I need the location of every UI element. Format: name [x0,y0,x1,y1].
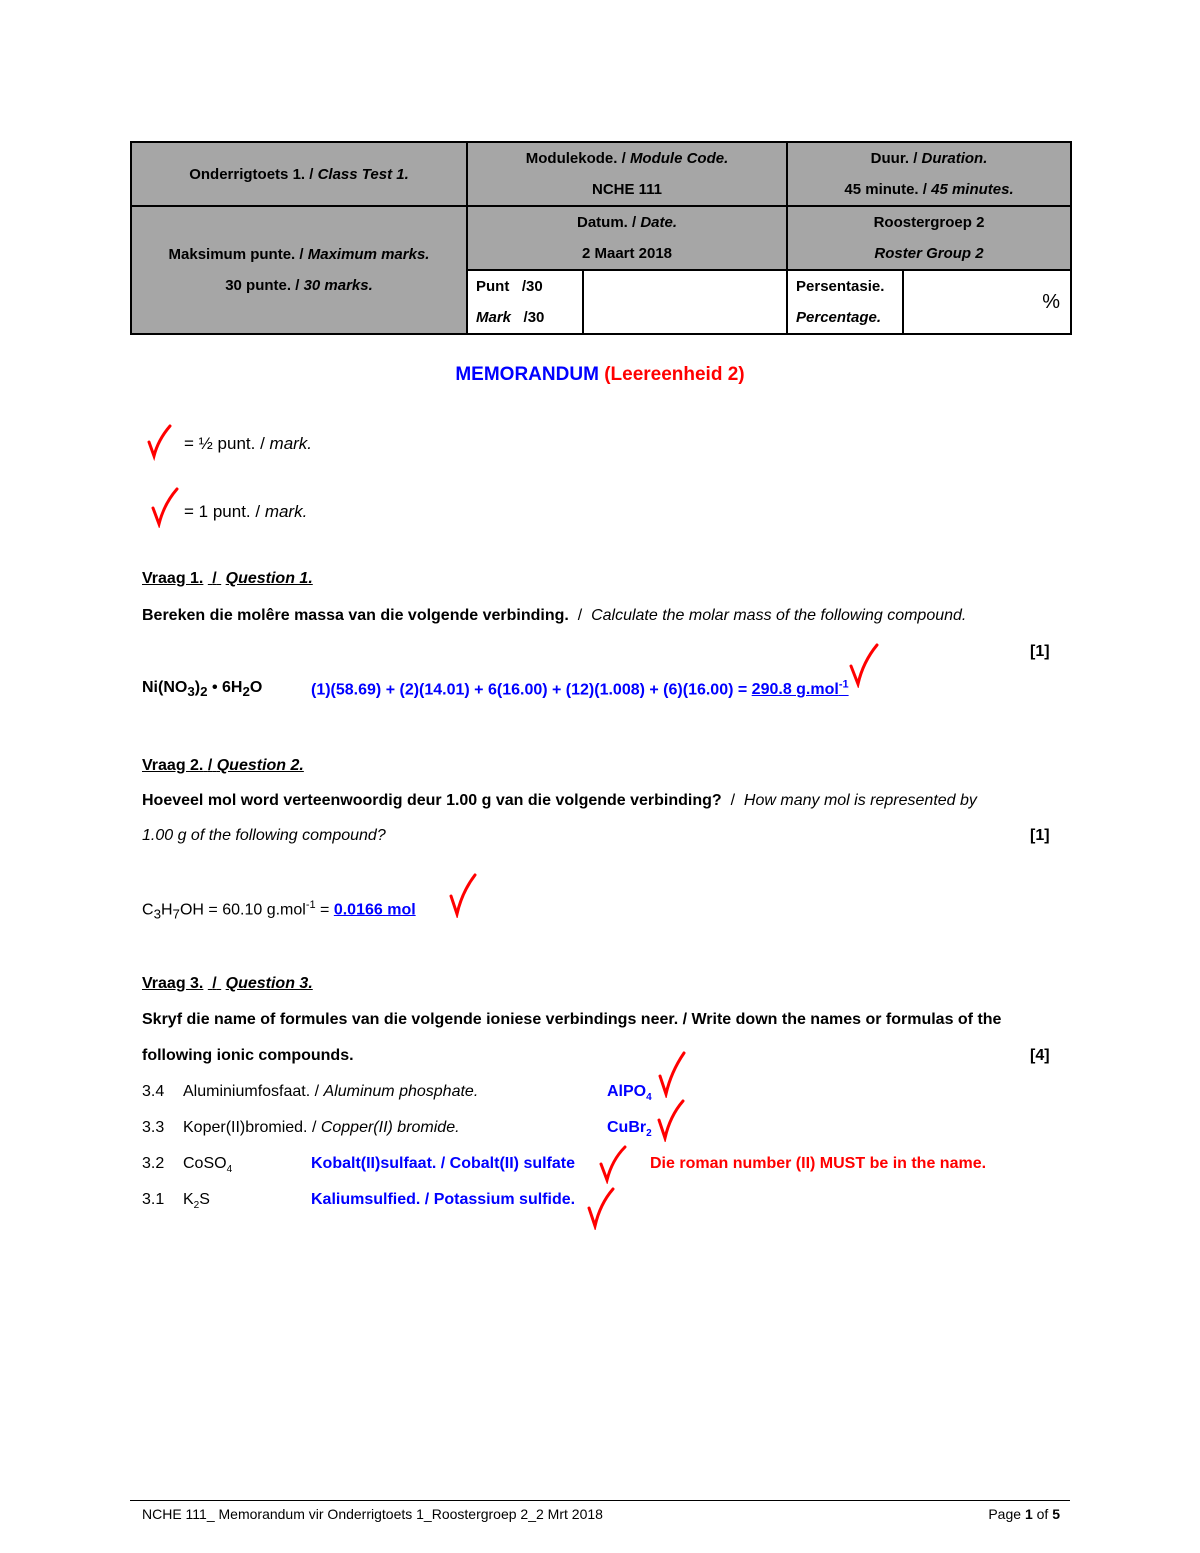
q2-answer: 0.0166 mol [333,901,416,919]
page-title [0,364,1200,386]
test-label-nl: Onderrigtoets 1. [189,165,306,183]
test-cell [131,142,467,206]
percent-sign: % [1042,290,1061,313]
q2-text-nl: Hoeveel mol word verteenwoordig deur 1.00 g van die volgende verbinding? [142,792,722,809]
q3-item-formula-sub: 2 [193,1200,200,1212]
q3-text-line1: Skryf die name of formules van die volgende ioniese verbindings neer. / Write down the names or formulas of the [142,1011,1002,1028]
q1-text-nl: Bereken die molêre massa van die volgende verbinding. [142,607,569,624]
q3-text-line2: following ionic compounds. [142,1047,354,1064]
roster-label-en: Roster Group 2 [874,245,984,262]
q3-item-number: 3.4 [142,1083,165,1100]
separator: / [922,181,927,198]
max-marks-cell [131,206,467,334]
q1-marks: [1] [1030,643,1050,660]
q3-item [142,1191,164,1209]
q3-item-answer-value: CuBr [607,1119,647,1136]
q1-answer-line [311,679,849,699]
q3-item-number: 3.2 [142,1155,165,1172]
q3-item [142,1119,164,1137]
q3-item-answer [607,1119,652,1139]
q2-formula-part: H [160,901,173,919]
q2-formula-part: OH = 60.10 g.mol [179,901,306,919]
q2-text-en-1: How many mol is represented by [743,792,977,809]
q3-item-note: Die roman number (II) MUST be in the name. [650,1155,987,1172]
q3-item-formula: S [199,1191,210,1208]
q2-equals: = [315,901,334,919]
q3-4-check-icon [657,1050,687,1098]
module-code: NCHE 111 [591,181,663,198]
q2-text-line1 [142,792,977,810]
q1-answer [752,681,849,698]
q3-item-number: 3.3 [142,1119,165,1136]
q3-item-formula: CoSO [183,1155,227,1172]
marks-value-nl: 30 punte. [225,277,292,294]
q1-text [142,607,966,625]
roster-label-nl: Roostergroep 2 [873,214,985,231]
q3-item-formula: K [183,1191,194,1208]
q3-heading-en: Question 3. [225,975,313,992]
q1-formula-sub: 2 [200,684,208,700]
q2-answer-line [142,899,416,922]
q3-item-question-nl: Koper(II)bromied. / [183,1119,321,1136]
page-label: Page [988,1506,1025,1522]
separator: / [309,165,314,183]
q1-heading-sep: / [212,570,217,587]
legend-one [184,502,307,522]
legend-one-text: = 1 punt. / [184,502,265,521]
q3-item [142,1155,164,1173]
mark-label: Mark [476,309,512,326]
percentage-label-en: Percentage. [796,309,882,326]
module-label-nl: Modulekode. [525,150,618,167]
q3-item-answer: Kaliumsulfied. / Potassium sulfide. [311,1191,576,1208]
page-total: 5 [1052,1506,1060,1522]
page-number [960,1506,1060,1522]
legend-half-mark: mark. [269,434,313,453]
q1-calculation: (1)(58.69) + (2)(14.01) + 6(16.00) + (12)(1.008) + (6)(16.00) = [311,681,752,699]
q2-formula-sup: -1 [305,899,316,911]
separator: / [621,150,626,167]
q3-item-answer [607,1083,652,1103]
q3-item-question [183,1191,210,1211]
date-cell [467,206,787,270]
duration-value-nl: 45 minute. [844,181,919,198]
q3-3-check-icon [656,1098,686,1142]
date-value: 2 Maart 2018 [581,245,673,262]
footer-divider [130,1500,1070,1501]
one-mark-check-icon [150,486,180,528]
percentage-label-cell [787,270,903,334]
q3-1-check-icon [586,1186,616,1230]
max-label-en: Maximum marks. [307,246,430,263]
q1-formula-sub: 2 [242,684,250,700]
page-current: 1 [1024,1506,1033,1522]
q1-text-sep: / [577,607,583,624]
q3-item-question-nl: Aluminiumfosfaat. / [183,1083,324,1100]
q1-formula-part: O [249,679,263,696]
q3-item-question [183,1083,478,1101]
q1-answer-value: 290.8 g.mol [751,681,839,699]
legend-half [184,434,312,454]
q2-text-en-2: 1.00 g of the following compound? [142,827,386,844]
roster-cell [787,206,1071,270]
date-label-en: Date. [640,214,678,231]
q1-heading [142,570,313,588]
q1-text-en: Calculate the molar mass of the following compound. [591,607,967,624]
title-memorandum: MEMORANDUM [455,364,599,385]
module-cell [467,142,787,206]
q3-heading-sep: / [212,975,217,992]
score-input-box[interactable] [583,270,787,334]
q3-2-check-icon [598,1144,628,1184]
duration-value-en: 45 minutes. [931,181,1014,198]
q1-formula [142,679,262,699]
q3-item-answer-value: AlPO [607,1083,647,1100]
marks-value-en: 30 marks. [303,277,373,294]
separator: / [913,150,918,167]
q1-heading-en: Question 1. [225,570,313,587]
percentage-input-box[interactable] [903,270,1071,334]
separator: / [295,277,300,294]
q3-heading [142,975,313,993]
punt-label: Punt [476,278,510,295]
q3-item-question-en: Aluminum phosphate. [323,1083,479,1100]
q2-formula-sub: 7 [172,906,180,922]
q2-marks: [1] [1030,827,1050,844]
separator: / [632,214,637,231]
q1-answer-sup: -1 [838,679,849,691]
page-of: of [1032,1506,1053,1522]
duration-cell [787,142,1071,206]
q2-heading [142,757,304,775]
test-label-en: Class Test 1. [317,165,409,183]
q1-check-icon [848,642,880,688]
q3-item-answer-sub: 4 [646,1092,652,1104]
duration-label-nl: Duur. [870,150,910,167]
q1-formula-sub: 3 [187,684,195,700]
q1-formula-part: Ni(NO [142,679,188,696]
q1-formula-part: • 6H [207,679,243,696]
q3-heading-nl: Vraag 3. [142,975,204,992]
q2-text-sep: / [730,792,736,809]
punt-value: /30 [521,278,543,295]
separator: / [299,246,304,263]
q3-marks: [4] [1030,1047,1050,1064]
q3-item-number: 3.1 [142,1191,165,1208]
q3-item-answer-sub: 2 [646,1128,652,1140]
q2-formula-part: C [142,901,154,919]
half-mark-check-icon [146,422,172,462]
max-label-nl: Maksimum punte. [168,246,296,263]
q2-check-icon [448,872,478,918]
module-label-en: Module Code. [629,150,729,167]
q3-item-question-en: Copper(II) bromide. [320,1119,460,1136]
q2-heading-sep: / [207,757,213,774]
q3-item-question [183,1119,460,1137]
q3-item-answer: Kobalt(II)sulfaat. / Cobalt(II) sulfate [311,1155,576,1172]
q2-formula-sub: 3 [153,906,161,922]
punt-mark-cell [467,270,583,334]
q2-heading-en: Question 2. [216,757,304,774]
date-label-nl: Datum. [576,214,628,231]
q3-item-formula-sub: 4 [226,1164,233,1176]
duration-label-en: Duration. [921,150,988,167]
header-table [130,141,1072,335]
percentage-label-nl: Persentasie. [796,278,885,295]
title-unit: (Leereenheid 2) [604,364,745,385]
footer-title: NCHE 111_ Memorandum vir Onderrigtoets 1_Roostergroep 2_2 Mrt 2018 [142,1506,603,1522]
q2-heading-nl: Vraag 2. [142,757,204,774]
q3-item-question [183,1155,232,1175]
q3-item [142,1083,164,1101]
legend-half-text: = ½ punt. / [184,434,270,453]
q1-formula-part: ) [194,679,201,696]
q1-heading-nl: Vraag 1. [142,570,204,587]
legend-one-mark: mark. [264,502,308,521]
mark-value: /30 [523,309,545,326]
